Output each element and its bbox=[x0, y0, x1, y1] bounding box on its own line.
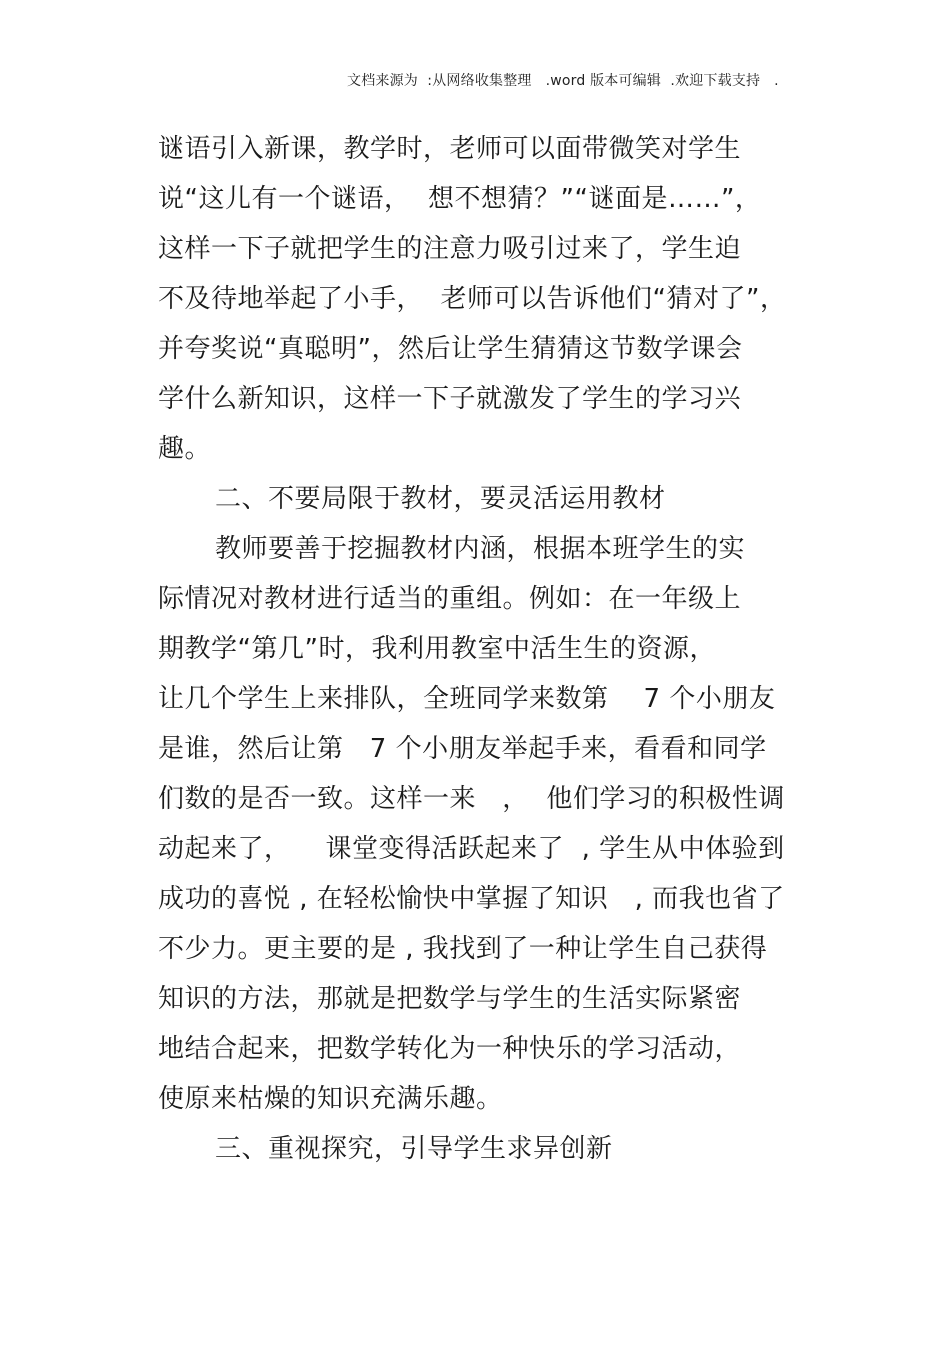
body-line: 谜语引入新课，教学时，老师可以面带微笑对学生 bbox=[158, 134, 742, 164]
body-line: 趣。 bbox=[158, 434, 212, 464]
document-body bbox=[158, 124, 808, 1174]
section-heading-3: 三、重视探究，引导学生求异创新 bbox=[215, 1134, 613, 1164]
body-line: 使原来枯燥的知识充满乐趣。 bbox=[158, 1084, 503, 1114]
body-line: 是谁，然后让第 7 个小朋友举起手来，看看和同学 bbox=[158, 734, 767, 764]
body-line: 地结合起来，把数学转化为一种快乐的学习活动， bbox=[158, 1034, 742, 1064]
body-line: 说“这儿有一个谜语， 想不想猜？”“谜面是……”， bbox=[158, 184, 762, 214]
body-line: 让几个学生上来排队，全班同学来数第 7 个小朋友 bbox=[158, 684, 776, 714]
body-line: 际情况对教材进行适当的重组。例如：在一年级上 bbox=[158, 584, 742, 614]
body-line: 知识的方法，那就是把数学与学生的生活实际紧密 bbox=[158, 984, 742, 1014]
paragraph-start: 教师要善于挖掘教材内涵，根据本班学生的实 bbox=[215, 534, 746, 564]
body-line: 这样一下子就把学生的注意力吸引过来了，学生迫 bbox=[158, 234, 742, 264]
body-line: 动起来了， 课堂变得活跃起来了 , 学生从中体验到 bbox=[158, 834, 785, 864]
body-line: 期教学“第几”时，我利用教室中活生生的资源， bbox=[158, 634, 716, 664]
body-line: 并夸奖说“真聪明”，然后让学生猜猜这节数学课会 bbox=[158, 334, 743, 364]
body-line: 们数的是否一致。这样一来 ， 他们学习的积极性调 bbox=[158, 784, 785, 814]
section-heading-2: 二、不要局限于教材，要灵活运用教材 bbox=[215, 484, 666, 514]
body-line: 不及待地举起了小手， 老师可以告诉他们“猜对了”， bbox=[158, 284, 787, 314]
body-line: 不少力。更主要的是 , 我找到了一种让学生自己获得 bbox=[158, 934, 768, 964]
document-source-note: 文档来源为 :从网络收集整理 .word 版本可编辑 .欢迎下载支持 . bbox=[347, 73, 779, 89]
body-line: 学什么新知识，这样一下子就激发了学生的学习兴 bbox=[158, 384, 742, 414]
body-line: 成功的喜悦 , 在轻松愉快中掌握了知识 , 而我也省了 bbox=[158, 884, 785, 914]
